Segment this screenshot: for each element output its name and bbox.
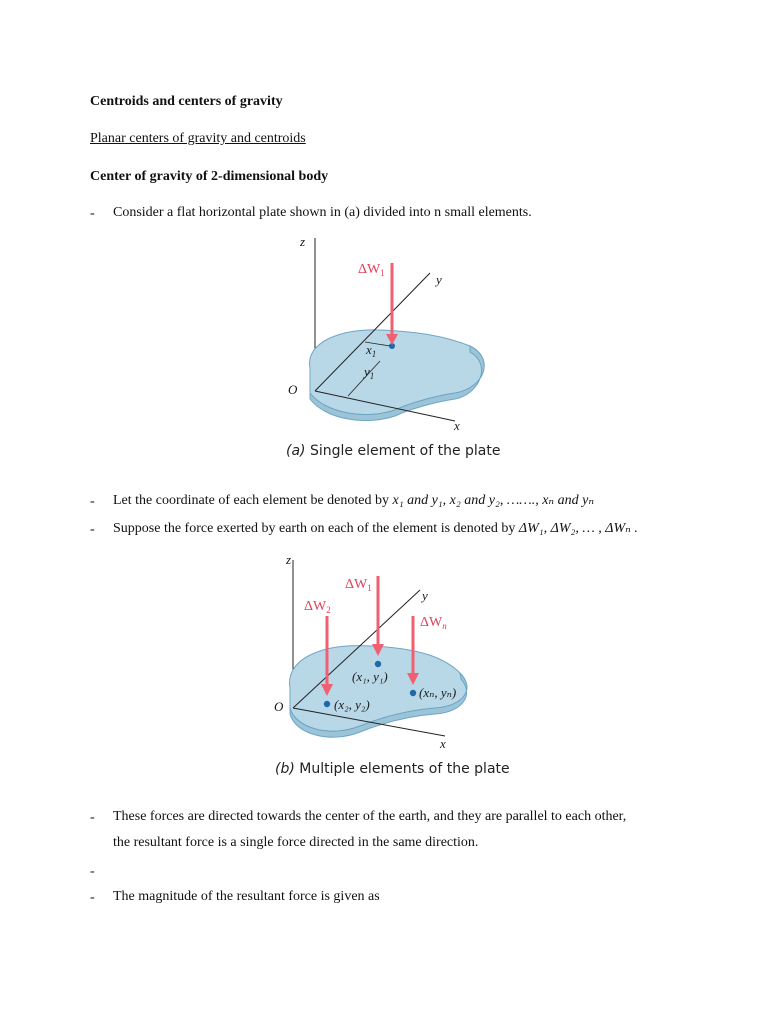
bullet-dash: - bbox=[90, 864, 95, 879]
bullet-text: Let the coordinate of each element be denoted by x₁ and y₁, x₂ and y₂, ……., xₙ and yₙ bbox=[113, 493, 594, 508]
x-label: x bbox=[440, 736, 446, 751]
bullet-dash: - bbox=[90, 206, 95, 221]
caption-letter: (b) bbox=[275, 761, 295, 777]
figure-b-caption bbox=[275, 761, 510, 777]
dw1-label: $\Delta W_1$ bbox=[345, 577, 372, 593]
y-label: y bbox=[422, 588, 428, 603]
caption-text: Multiple elements of the plate bbox=[294, 761, 510, 777]
x-label: x bbox=[454, 418, 460, 433]
dw2-label: $\Delta W_2$ bbox=[304, 599, 331, 615]
bullet-text: These forces are directed towards the center of the earth, and they are parallel to each other, bbox=[113, 809, 627, 824]
bullet-text: The magnitude of the resultant force is given as bbox=[113, 889, 380, 904]
plate-shape bbox=[310, 330, 485, 415]
bullet-dash: - bbox=[90, 890, 95, 905]
bullet-dash: - bbox=[90, 810, 95, 825]
point-2-label: (x₂, y₂) bbox=[334, 697, 370, 712]
bullet-text: Consider a flat horizontal plate shown in (a) divided into n small elements. bbox=[113, 205, 532, 220]
caption-text: Single element of the plate bbox=[305, 443, 501, 459]
origin-label: O bbox=[274, 699, 284, 714]
figure-b-diagram bbox=[260, 548, 490, 758]
origin-label: O bbox=[288, 382, 298, 397]
main-heading: Centroids and centers of gravity bbox=[90, 94, 283, 109]
dw1-label: $\Delta W_1$ bbox=[358, 262, 385, 278]
point-n-label: (xₙ, yₙ) bbox=[419, 685, 457, 700]
element-point-n bbox=[410, 690, 416, 696]
caption-letter: (a) bbox=[286, 443, 306, 459]
element-point-2 bbox=[324, 701, 330, 707]
point-1-label: (x₁, y₁) bbox=[352, 669, 388, 684]
x1-label: $x_1$ bbox=[366, 342, 377, 359]
y1-label: $y_1$ bbox=[364, 364, 375, 381]
bullet-text: Suppose the force exerted by earth on each of the element is denoted by ΔW₁, ΔW₂, … , ΔWₙ . bbox=[113, 521, 638, 536]
z-label: z bbox=[300, 234, 306, 249]
element-point-1 bbox=[375, 661, 381, 667]
z-label: z bbox=[286, 552, 292, 567]
bullet-dash: - bbox=[90, 494, 95, 509]
sub-heading: Planar centers of gravity and centroids bbox=[90, 131, 306, 146]
bullet-dash: - bbox=[90, 522, 95, 537]
bullet-text-cont: the resultant force is a single force directed in the same direction. bbox=[113, 835, 479, 850]
dwn-label: $\Delta W_n$ bbox=[420, 615, 447, 631]
figure-a-caption bbox=[286, 443, 500, 459]
section-heading: Center of gravity of 2-dimensional body bbox=[90, 169, 329, 184]
y-label: y bbox=[436, 272, 442, 287]
figure-a-diagram bbox=[270, 228, 500, 438]
